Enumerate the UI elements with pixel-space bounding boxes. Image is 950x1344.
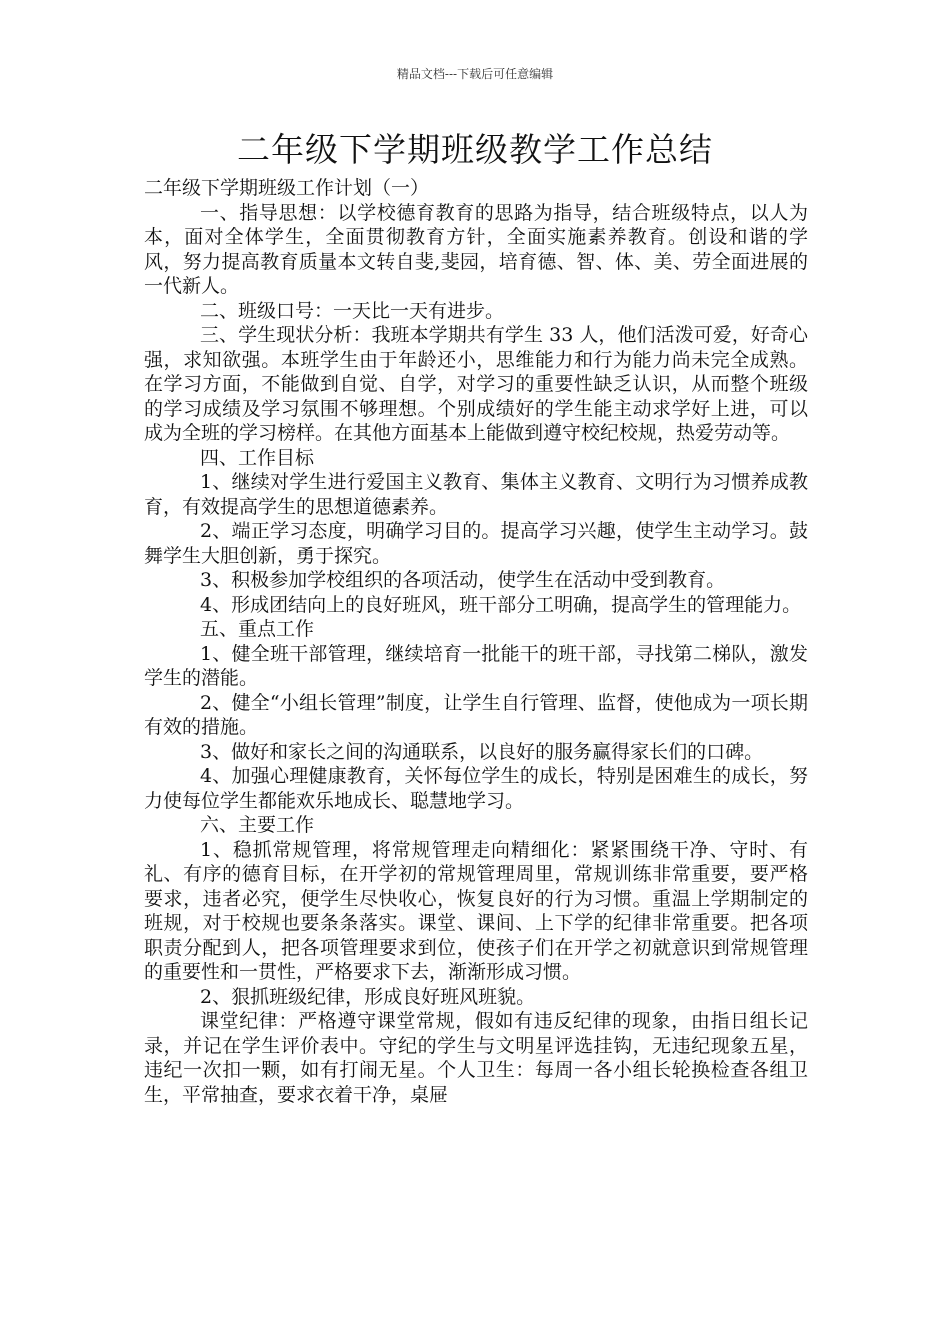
document-body (144, 176, 808, 1107)
goal-item-2: 2、端正学习态度，明确学习目的。提高学习兴趣，使学生主动学习。鼓舞学生大胆创新，勇于探究。 (144, 520, 808, 567)
heading-main-work: 六、主要工作 (200, 814, 315, 836)
main-work-item-1: 1、稳抓常规管理，将常规管理走向精细化：紧紧围绕干净、守时、有礼、有序的德育目标，在开学初的常规管理周里，常规训练非常重要，要严格要求，违者必究，便学生尽快收心，恢复良好的行为习惯。重温上学期制定的班规，对于校规也要条条落实。课堂、课间、上下学的纪律非常重要。把各项职责分配到人，把各项管理要求到位，使孩子们在开学之初就意识到常规管理的重要性和一贯性，严格要求下去，渐渐形成习惯。 (144, 838, 808, 983)
key-work-item-1: 1、健全班干部管理，继续培育一批能干的班干部，寻找第二梯队，激发学生的潜能。 (144, 642, 808, 689)
key-work-item-3: 3、做好和家长之间的沟通联系，以良好的服务赢得家长们的口碑。 (200, 740, 764, 763)
section-guiding-thought: 一、指导思想：以学校德育教育的思路为指导，结合班级特点，以人为本，面对全体学生，全面贯彻教育方针，全面实施素养教育。创设和谐的学风，努力提高教育质量本文转自斐,斐园，培育德、智、体、美、劳全面进展的一代新人。 (144, 201, 808, 297)
key-work-item-4: 4、加强心理健康教育，关怀每位学生的成长，特别是困难生的成长，努力使每位学生都能欢乐地成长、聪慧地学习。 (144, 765, 808, 812)
goal-item-1: 1、继续对学生进行爱国主义教育、集体主义教育、文明行为习惯养成教育，有效提高学生的思想道德素养。 (144, 471, 808, 518)
key-work-item-2: 2、健全“小组长管理”制度，让学生自行管理、监督，使他成为一项长期有效的措施。 (144, 691, 808, 738)
goal-item-4: 4、形成团结向上的良好班风，班干部分工明确，提高学生的管理能力。 (200, 593, 802, 616)
header-note: 精品文档---下载后可任意编辑 (396, 67, 554, 81)
document-title: 二年级下学期班级教学工作总结 (237, 130, 713, 169)
classroom-discipline: 课堂纪律：严格遵守课堂常规，假如有违反纪律的现象，由指日组长记录，并记在学生评价表中。守纪的学生与文明星评选挂钩，无违纪现象五星，违纪一次扣一颗，如有打闹无星。个人卫生：每周一各小组长轮换检查各组卫生，平常抽查，要求衣着干净，桌屉 (144, 1010, 808, 1106)
heading-key-work: 五、重点工作 (200, 618, 315, 640)
main-work-item-2: 2、狠抓班级纪律，形成良好班风班貌。 (200, 985, 536, 1008)
heading-work-goals: 四、工作目标 (200, 446, 315, 469)
section-student-analysis: 三、学生现状分析：我班本学期共有学生 33 人，他们活泼可爱，好奇心强，求知欲强。本班学生由于年龄还小，思维能力和行为能力尚未完全成熟。在学习方面，不能做到自觉、自学，对学习的重要性缺乏认识，从而整个班级的学习成绩及学习氛围不够理想。个别成绩好的学生能主动求学好上进，可以成为全班的学习榜样。在其他方面基本上能做到遵守校纪校规，热爱劳动等。 (144, 324, 808, 444)
goal-item-3: 3、积极参加学校组织的各项活动，使学生在活动中受到教育。 (200, 569, 726, 591)
section-class-slogan: 二、班级口号：一天比一天有进步。 (200, 299, 505, 322)
plan-subtitle: 二年级下学期班级工作计划（一） (144, 177, 430, 199)
